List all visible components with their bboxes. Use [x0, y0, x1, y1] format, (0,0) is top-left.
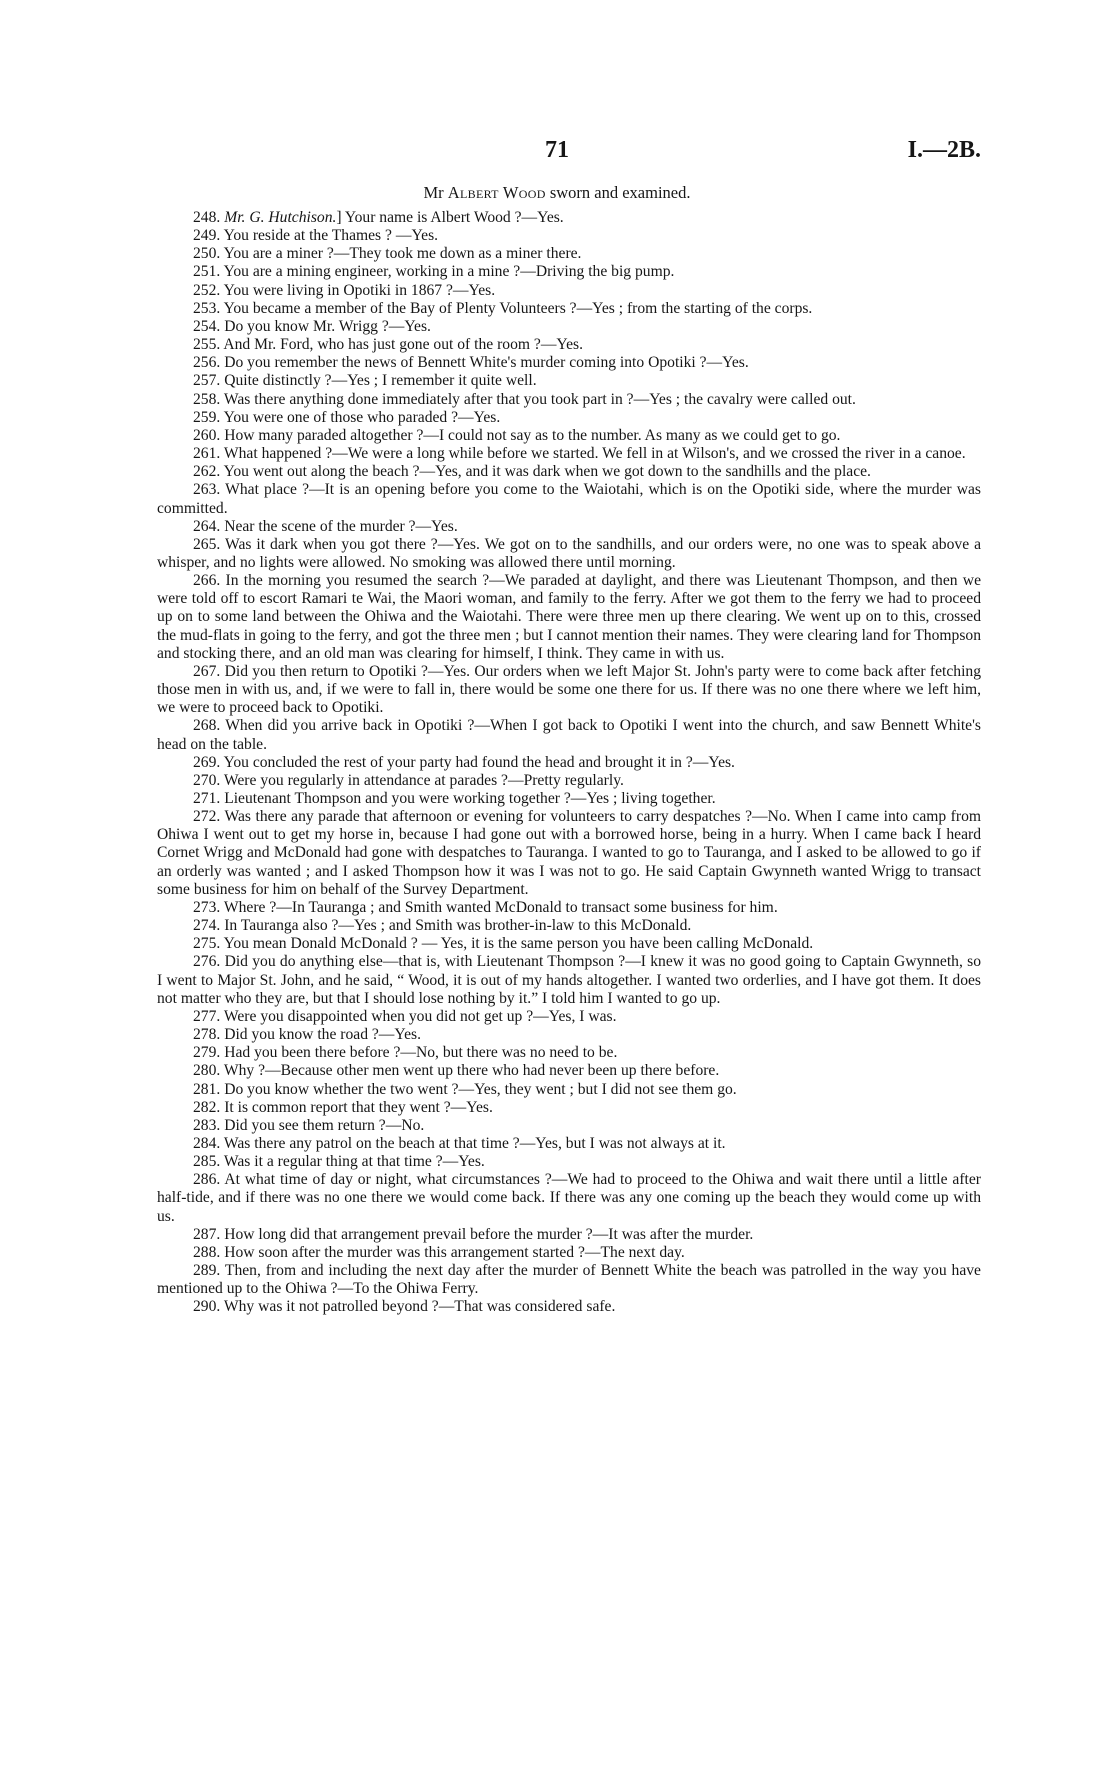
question-text: How many paraded altogether ?—I could not say as to the number. As many as we could get to go.	[224, 426, 841, 444]
question-number: 261.	[193, 445, 221, 463]
question-number: 269.	[193, 753, 221, 771]
question-number: 280.	[193, 1062, 221, 1080]
question-text: Do you know Mr. Wrigg ?—Yes.	[224, 317, 431, 335]
question-number: 281.	[193, 1080, 221, 1098]
question-number: 278.	[193, 1026, 221, 1044]
question-text: Where ?—In Tauranga ; and Smith wanted McDonald to transact some business for him.	[223, 898, 778, 916]
question-number: 254.	[193, 317, 221, 335]
question-text: It is common report that they went ?—Yes.	[224, 1098, 493, 1116]
testimony-paragraph	[157, 1008, 981, 1026]
question-text: Then, from and including the next day after the murder of Bennett White the beach was patrolled in the way you have mentioned up to the Ohiwa ?—To the Ohiwa Ferry.	[157, 1262, 981, 1298]
question-text: Was there any patrol on the beach at that time ?—Yes, but I was not always at it.	[223, 1134, 726, 1152]
question-number: 285.	[193, 1153, 221, 1171]
question-number: 251.	[193, 263, 221, 281]
question-number: 248.	[193, 209, 221, 226]
question-number: 250.	[193, 245, 221, 263]
question-text: Do you remember the news of Bennett White's murder coming into Opotiki ?—Yes.	[224, 354, 749, 372]
heading-suffix: sworn and examined.	[545, 183, 691, 202]
testimony-paragraph	[157, 336, 981, 354]
question-text: When did you arrive back in Opotiki ?—When I got back to Opotiki I went into the church, and saw Bennett White's head on the table.	[157, 717, 981, 753]
question-text: You mean Donald McDonald ? — Yes, it is the same person you have been calling McDonald.	[223, 935, 814, 953]
page-number: 71	[545, 137, 569, 163]
question-text: Did you then return to Opotiki ?—Yes. Our orders when we left Major St. John's party were to come back after fetching those men in with us, and, if we were to fall in, there would be some one there for us. If there was no one there where we left him, we were to proceed back to Opotiki.	[157, 662, 981, 717]
question-text: Was there anything done immediately after that you took part in ?—Yes ; the cavalry were called out.	[223, 390, 856, 408]
testimony-paragraph	[157, 1062, 981, 1080]
question-number: 290.	[193, 1298, 221, 1316]
document-reference-code: I.—2B.	[907, 137, 981, 163]
testimony-paragraph	[157, 953, 981, 1007]
question-number: 286.	[193, 1171, 221, 1189]
question-number: 277.	[193, 1007, 221, 1025]
testimony-paragraph	[157, 245, 981, 263]
question-number: 276.	[193, 953, 221, 971]
question-text: Was it a regular thing at that time ?—Yes.	[223, 1153, 485, 1171]
question-number: 267.	[193, 662, 221, 680]
testimony-paragraph	[157, 1298, 981, 1316]
question-number: 282.	[193, 1098, 221, 1116]
question-text: Quite distinctly ?—Yes ; I remember it quite well.	[224, 372, 537, 390]
testimony-paragraph	[157, 1244, 981, 1262]
question-number: 279.	[193, 1044, 221, 1062]
testimony-paragraph	[157, 572, 981, 663]
witness-name: Albert Wood	[447, 183, 546, 202]
question-number: 273.	[193, 898, 221, 916]
question-number: 257.	[193, 372, 221, 390]
question-text: Did you do anything else—that is, with Lieutenant Thompson ?—I knew it was no good going to Captain Gwynneth, so I went to Major St. John, and he said, “ Wood, it is out of my hands altogether. I wanted two orderlies, and I have got them. It does not matter who they are, but that I should lose nothing by it.” I told him I wanted to go up.	[157, 953, 982, 1007]
testimony-paragraph	[157, 209, 981, 227]
question-number: 255.	[193, 336, 221, 354]
testimony-paragraph	[157, 1171, 981, 1225]
testimony-paragraph	[157, 282, 981, 300]
testimony-paragraph	[157, 300, 981, 318]
question-text: And Mr. Ford, who has just gone out of the room ?—Yes.	[223, 336, 584, 354]
question-text: You are a miner ?—They took me down as a miner there.	[223, 245, 582, 263]
testimony-paragraph	[157, 445, 981, 463]
question-number: 259.	[193, 408, 221, 426]
question-number: 284.	[193, 1134, 221, 1152]
testimony-paragraph	[157, 1226, 981, 1244]
testimony-paragraph	[157, 481, 981, 517]
question-number: 265.	[193, 535, 221, 553]
examiner-name: Mr. G. Hutchison.	[224, 209, 337, 226]
question-number: 260.	[193, 426, 221, 444]
testimony-paragraph	[157, 808, 981, 899]
question-text: At what time of day or night, what circumstances ?—We had to proceed to the Ohiwa and wait there until a little after half-tide, and if there was no one there we would come back. If there was any one coming up the beach they would come up with us.	[157, 1171, 981, 1225]
testimony-paragraph	[157, 663, 981, 717]
testimony-paragraph	[157, 1153, 981, 1171]
testimony-paragraph	[157, 263, 981, 281]
testimony-paragraph	[157, 1026, 981, 1044]
testimony-paragraph	[157, 318, 981, 336]
question-number: 253.	[193, 299, 221, 317]
heading-prefix: Mr	[423, 183, 448, 202]
testimony-paragraph	[157, 917, 981, 935]
witness-heading	[0, 183, 1114, 203]
question-text: Had you been there before ?—No, but there was no need to be.	[224, 1044, 618, 1062]
question-text: How long did that arrangement prevail before the murder ?—It was after the murder.	[224, 1225, 754, 1243]
testimony-paragraph	[157, 372, 981, 390]
testimony-paragraph	[157, 409, 981, 427]
question-text: What place ?—It is an opening before you come to the Waiotahi, which is on the Opotiki side, where the murder was committed.	[157, 481, 981, 517]
question-text: In Tauranga also ?—Yes ; and Smith was brother-in-law to this McDonald.	[224, 917, 692, 935]
question-number: 266.	[193, 572, 221, 590]
question-number: 270.	[193, 771, 221, 789]
question-text: Do you know whether the two went ?—Yes, they went ; but I did not see them go.	[224, 1080, 737, 1098]
question-text: You went out along the beach ?—Yes, and it was dark when we got down to the sandhills and the place.	[223, 463, 871, 481]
question-text: Did you see them return ?—No.	[224, 1116, 425, 1134]
testimony-paragraph	[157, 772, 981, 790]
question-number: 271.	[193, 790, 221, 807]
question-text: Was there any parade that afternoon or evening for volunteers to carry despatches ?—No. When I came into camp from Ohiwa I went out to get my horse in, because I had gone out with a borrowed horse, being in a hurry. When I came back I heard Cornet Wrigg and McDonald had gone with despatches to Tauranga. I wanted to go to Tauranga, and I asked to be allowed to go if an orderly was wanted ; and I asked Thompson how it was I was not to go. He said Captain Gwynneth wanted Wrigg to transact some business for him on behalf of the Survey Department.	[157, 808, 981, 898]
question-number: 283.	[193, 1116, 221, 1134]
question-number: 249.	[193, 227, 221, 245]
testimony-paragraph	[157, 935, 981, 953]
testimony-paragraph	[157, 427, 981, 445]
testimony-paragraph	[157, 1099, 981, 1117]
question-text: Were you disappointed when you did not get up ?—Yes, I was.	[223, 1007, 617, 1025]
question-text: Near the scene of the murder ?—Yes.	[224, 517, 458, 535]
question-text: How soon after the murder was this arrangement started ?—The next day.	[224, 1243, 685, 1261]
testimony-paragraph	[157, 1081, 981, 1099]
question-text: What happened ?—We were a long while before we started. We fell in at Wilson's, and we crossed the river in a canoe.	[223, 445, 966, 463]
testimony-paragraph	[157, 790, 981, 808]
testimony-paragraph	[157, 391, 981, 409]
question-number: 268.	[193, 717, 221, 735]
question-number: 287.	[193, 1225, 221, 1243]
question-number: 289.	[193, 1262, 221, 1280]
question-number: 252.	[193, 281, 221, 299]
question-text: You reside at the Thames ? —Yes.	[223, 227, 439, 245]
question-text: Did you know the road ?—Yes.	[224, 1026, 421, 1044]
testimony-paragraph	[157, 899, 981, 917]
question-text: You were one of those who paraded ?—Yes.	[223, 408, 501, 426]
question-number: 274.	[193, 917, 221, 935]
testimony-paragraph	[157, 536, 981, 572]
testimony-body	[157, 209, 981, 1317]
testimony-paragraph	[157, 1262, 981, 1298]
question-number: 272.	[193, 808, 221, 826]
question-text: You concluded the rest of your party had found the head and brought it in ?—Yes.	[223, 753, 735, 771]
question-number: 262.	[193, 463, 221, 481]
question-number: 263.	[193, 481, 221, 499]
question-text: Was it dark when you got there ?—Yes. We got on to the sandhills, and our orders were, no one was to speak above a whisper, and no lights were allowed. No smoking was allowed there until morning.	[157, 535, 981, 571]
testimony-paragraph	[157, 1135, 981, 1153]
question-number: 258.	[193, 390, 221, 408]
question-text: ] Your name is Albert Wood ?—Yes.	[336, 209, 564, 226]
testimony-paragraph	[157, 1117, 981, 1135]
question-number: 275.	[193, 935, 221, 953]
testimony-paragraph	[157, 463, 981, 481]
question-text: Lieutenant Thompson and you were working together ?—Yes ; living together.	[224, 790, 716, 807]
testimony-paragraph	[157, 754, 981, 772]
testimony-paragraph	[157, 518, 981, 536]
question-number: 288.	[193, 1243, 221, 1261]
testimony-paragraph	[157, 227, 981, 245]
question-text: Were you regularly in attendance at parades ?—Pretty regularly.	[223, 771, 624, 789]
testimony-paragraph	[157, 1044, 981, 1062]
testimony-paragraph	[157, 717, 981, 753]
question-number: 264.	[193, 517, 221, 535]
testimony-paragraph	[157, 354, 981, 372]
question-text: You are a mining engineer, working in a mine ?—Driving the big pump.	[223, 263, 675, 281]
question-text: Why was it not patrolled beyond ?—That was considered safe.	[223, 1298, 616, 1316]
question-number: 256.	[193, 354, 221, 372]
question-text: In the morning you resumed the search ?—We paraded at daylight, and there was Lieutenant Thompson, and then we were told off to escort Ramari te Wai, the Maori woman, and family to the ferry. After we got them to the ferry we had to proceed up on to some land between the Ohiwa and the Waiotahi. There were three men up there clearing. We went up on to this, crossed the mud-flats in going to the ferry, and got the three men ; but I cannot mention their names. They were clearing land for Thompson and stocking there, and an old man was clearing for himself, I think. They came in with us.	[157, 572, 981, 662]
question-text: You were living in Opotiki in 1867 ?—Yes.	[223, 281, 496, 299]
question-text: You became a member of the Bay of Plenty Volunteers ?—Yes ; from the starting of the corps.	[223, 299, 813, 317]
question-text: Why ?—Because other men went up there who had never been up there before.	[223, 1062, 720, 1080]
